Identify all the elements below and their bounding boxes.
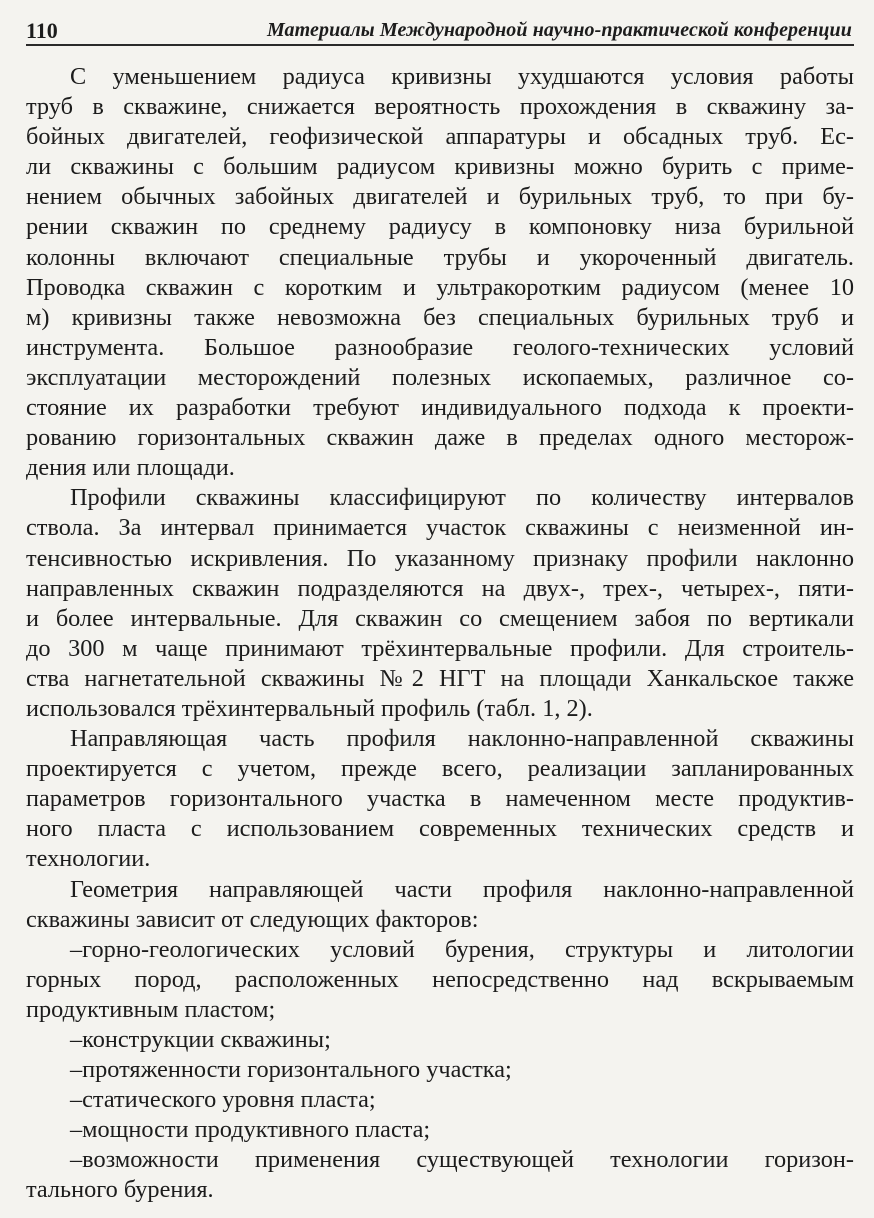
running-title: Материалы Международной научно-практической конференции bbox=[266, 19, 852, 41]
text-line: рованию горизонтальных скважин даже в пределах одного месторож- bbox=[26, 424, 854, 452]
paragraph bbox=[26, 724, 854, 874]
text-line: труб в скважине, снижается вероятность прохождения в скважину за- bbox=[26, 93, 854, 121]
text-line: продуктивным пластом; bbox=[26, 995, 276, 1023]
page-number: 110 bbox=[26, 18, 58, 43]
paragraph bbox=[26, 1145, 854, 1205]
text-line: до 300 м чаще принимают трёхинтервальные профили. Для строитель- bbox=[26, 634, 854, 662]
text-line: технологии. bbox=[26, 845, 151, 873]
text-line: рении скважин по среднему радиусу в компоновку низа бурильной bbox=[26, 213, 854, 241]
text-line: м) кривизны также невозможна без специальных бурильных труб и bbox=[26, 303, 854, 331]
text-line: тенсивностью искривления. По указанному признаку профили наклонно bbox=[26, 544, 854, 572]
paragraph bbox=[26, 1055, 854, 1085]
text-line: Направляющая часть профиля наклонно-направленной скважины bbox=[70, 725, 854, 753]
text-line: нением обычных забойных двигателей и бурильных труб, то при бу- bbox=[26, 183, 854, 211]
text-line: скважины зависит от следующих факторов: bbox=[26, 905, 479, 933]
text-line: использовался трёхинтервальный профиль (табл. 1, 2). bbox=[26, 694, 593, 722]
text-line: и более интервальные. Для скважин со смещением забоя по вертикали bbox=[26, 604, 854, 632]
text-line: бойных двигателей, геофизической аппаратуры и обсадных труб. Ес- bbox=[26, 123, 854, 151]
text-line: С уменьшением радиуса кривизны ухудшаются условия работы bbox=[70, 63, 854, 90]
body-text bbox=[26, 62, 854, 1206]
text-line: параметров горизонтального участка в намеченном месте продуктив- bbox=[26, 785, 854, 813]
text-line: –возможности применения существующей технологии горизон- bbox=[70, 1146, 854, 1174]
paragraph bbox=[26, 1025, 854, 1055]
text-line: колонны включают специальные трубы и укороченный двигатель. bbox=[26, 243, 854, 271]
text-line: ли скважины с большим радиусом кривизны можно бурить с приме- bbox=[26, 153, 854, 181]
text-line: –статического уровня пласта; bbox=[70, 1086, 376, 1114]
text-line: Геометрия направляющей части профиля наклонно-направленной bbox=[70, 875, 854, 903]
text-line: –конструкции скважины; bbox=[70, 1026, 331, 1053]
text-line: инструмента. Большое разнообразие геолого-технических условий bbox=[26, 333, 854, 361]
paragraph bbox=[26, 935, 854, 1025]
paragraph bbox=[26, 1085, 854, 1115]
text-line: проектируется с учетом, прежде всего, реализации запланированных bbox=[26, 755, 854, 783]
text-line: –протяженности горизонтального участка; bbox=[70, 1056, 512, 1084]
text-line: тального бурения. bbox=[26, 1176, 214, 1204]
paragraph bbox=[26, 1115, 854, 1145]
text-line: –мощности продуктивного пласта; bbox=[70, 1116, 431, 1144]
text-line: Проводка скважин с коротким и ультракоротким радиусом (менее 10 bbox=[26, 273, 854, 301]
text-line: ствола. За интервал принимается участок скважины с неизменной ин- bbox=[26, 514, 854, 542]
text-line: стояние их разработки требуют индивидуального подхода к проекти- bbox=[26, 394, 854, 422]
text-line: эксплуатации месторождений полезных ископаемых, различное со- bbox=[26, 363, 854, 391]
paragraph bbox=[26, 483, 854, 724]
text-line: направленных скважин подразделяются на двух-, трех-, четырех-, пяти- bbox=[26, 574, 854, 602]
text-line: ного пласта с использованием современных технических средств и bbox=[26, 815, 854, 843]
page-header bbox=[26, 14, 854, 46]
text-line: ства нагнетательной скважины №2 НГТ на площади Ханкальское также bbox=[26, 664, 854, 692]
text-line: дения или площади. bbox=[26, 454, 235, 482]
text-line: Профили скважины классифицируют по количеству интервалов bbox=[70, 484, 854, 512]
text-line: горных пород, расположенных непосредственно над вскрываемым bbox=[26, 965, 854, 993]
paragraph bbox=[26, 875, 854, 935]
paragraph bbox=[26, 62, 854, 483]
text-line: –горно-геологических условий бурения, структуры и литологии bbox=[70, 935, 854, 963]
